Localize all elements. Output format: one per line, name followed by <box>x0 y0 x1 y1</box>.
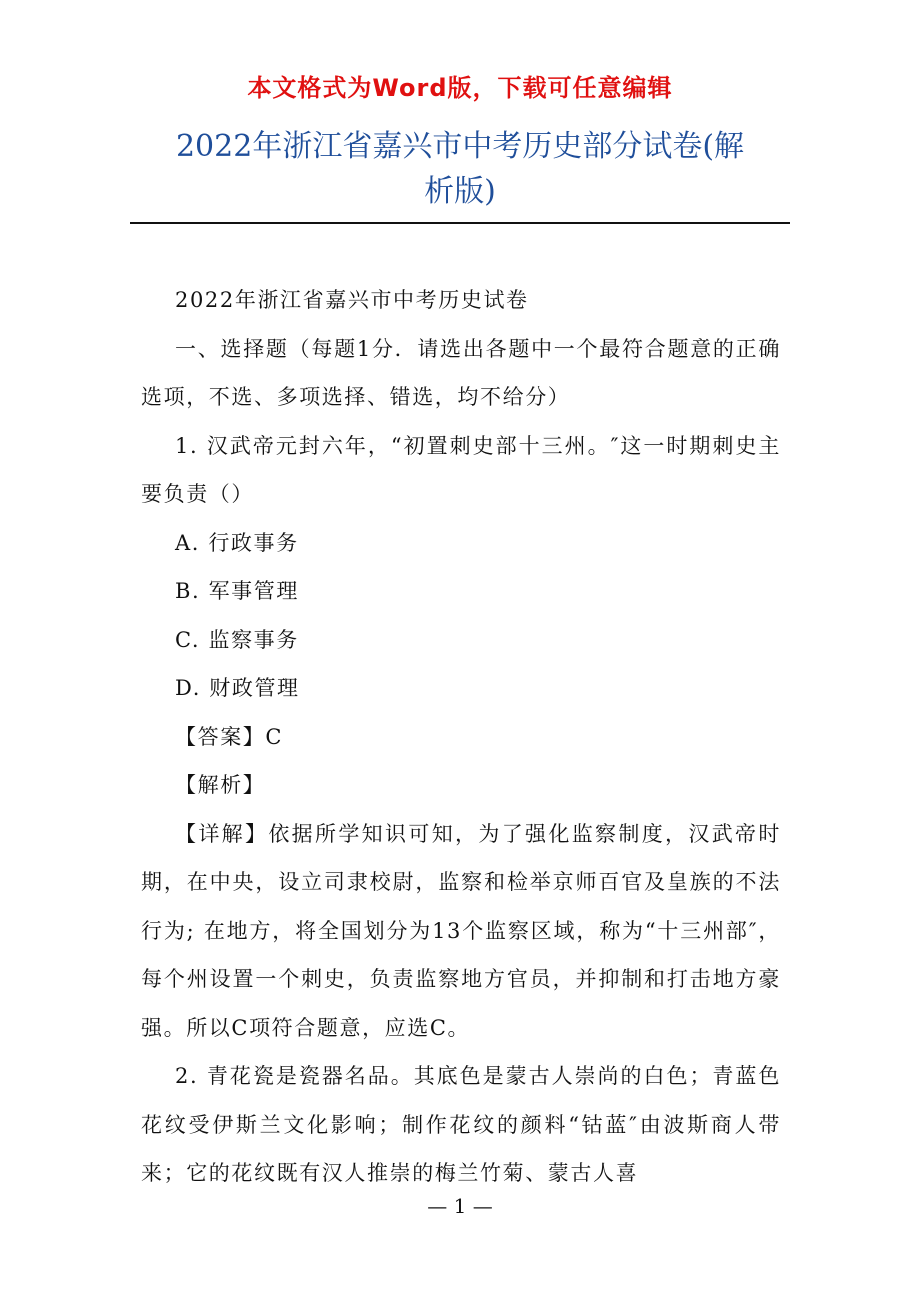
title-divider <box>130 222 790 224</box>
page-number: — 1 — <box>427 1194 493 1218</box>
analysis-heading: 【解析】 <box>175 773 266 797</box>
answer: 【答案】C <box>175 724 284 749</box>
option-c: C. 监察事务 <box>175 627 299 652</box>
option-d: D. 财政管理 <box>175 676 300 700</box>
option-b: B. 军事管理 <box>175 579 299 603</box>
title-line-1: 2022年浙江省嘉兴市中考历史部分试卷(解 <box>175 129 745 164</box>
section-instructions: 一、选择题（每题1分．请选出各题中一个最符合题意的正确选项，不选、多项选择、错选，均不给分） <box>141 336 781 409</box>
title-line-2: 析版) <box>424 174 496 209</box>
question-2: 2. 青花瓷是瓷器名品。其底色是蒙古人崇尚的白色；青蓝色花纹受伊斯兰文化影响；制作花纹的颜料“钴蓝″由波斯商人带来；它的花纹既有汉人推崇的梅兰竹菊、蒙古人喜 <box>141 1064 781 1185</box>
document-title <box>130 124 790 214</box>
download-banner: 本文格式为Word版，下载可任意编辑 <box>247 74 673 102</box>
exam-heading: 2022年浙江省嘉兴市中考历史试卷 <box>175 288 529 312</box>
analysis-detail: 【详解】依据所学知识可知，为了强化监察制度，汉武帝时期，在中央，设立司隶校尉，监察和检举京师百官及皇族的不法行为; 在地方，将全国划分为13个监察区域，称为“十三州部″，每个州设置一个刺史，负责监察地方官员，并抑制和打击地方豪强。所以C项符合题意，应选C。 <box>141 821 781 1040</box>
document-body <box>141 276 781 1198</box>
question-1: 1. 汉武帝元封六年，“初置刺史部十三州。″这一时期刺史主要负责（） <box>141 433 781 506</box>
option-a: A. 行政事务 <box>175 530 299 555</box>
